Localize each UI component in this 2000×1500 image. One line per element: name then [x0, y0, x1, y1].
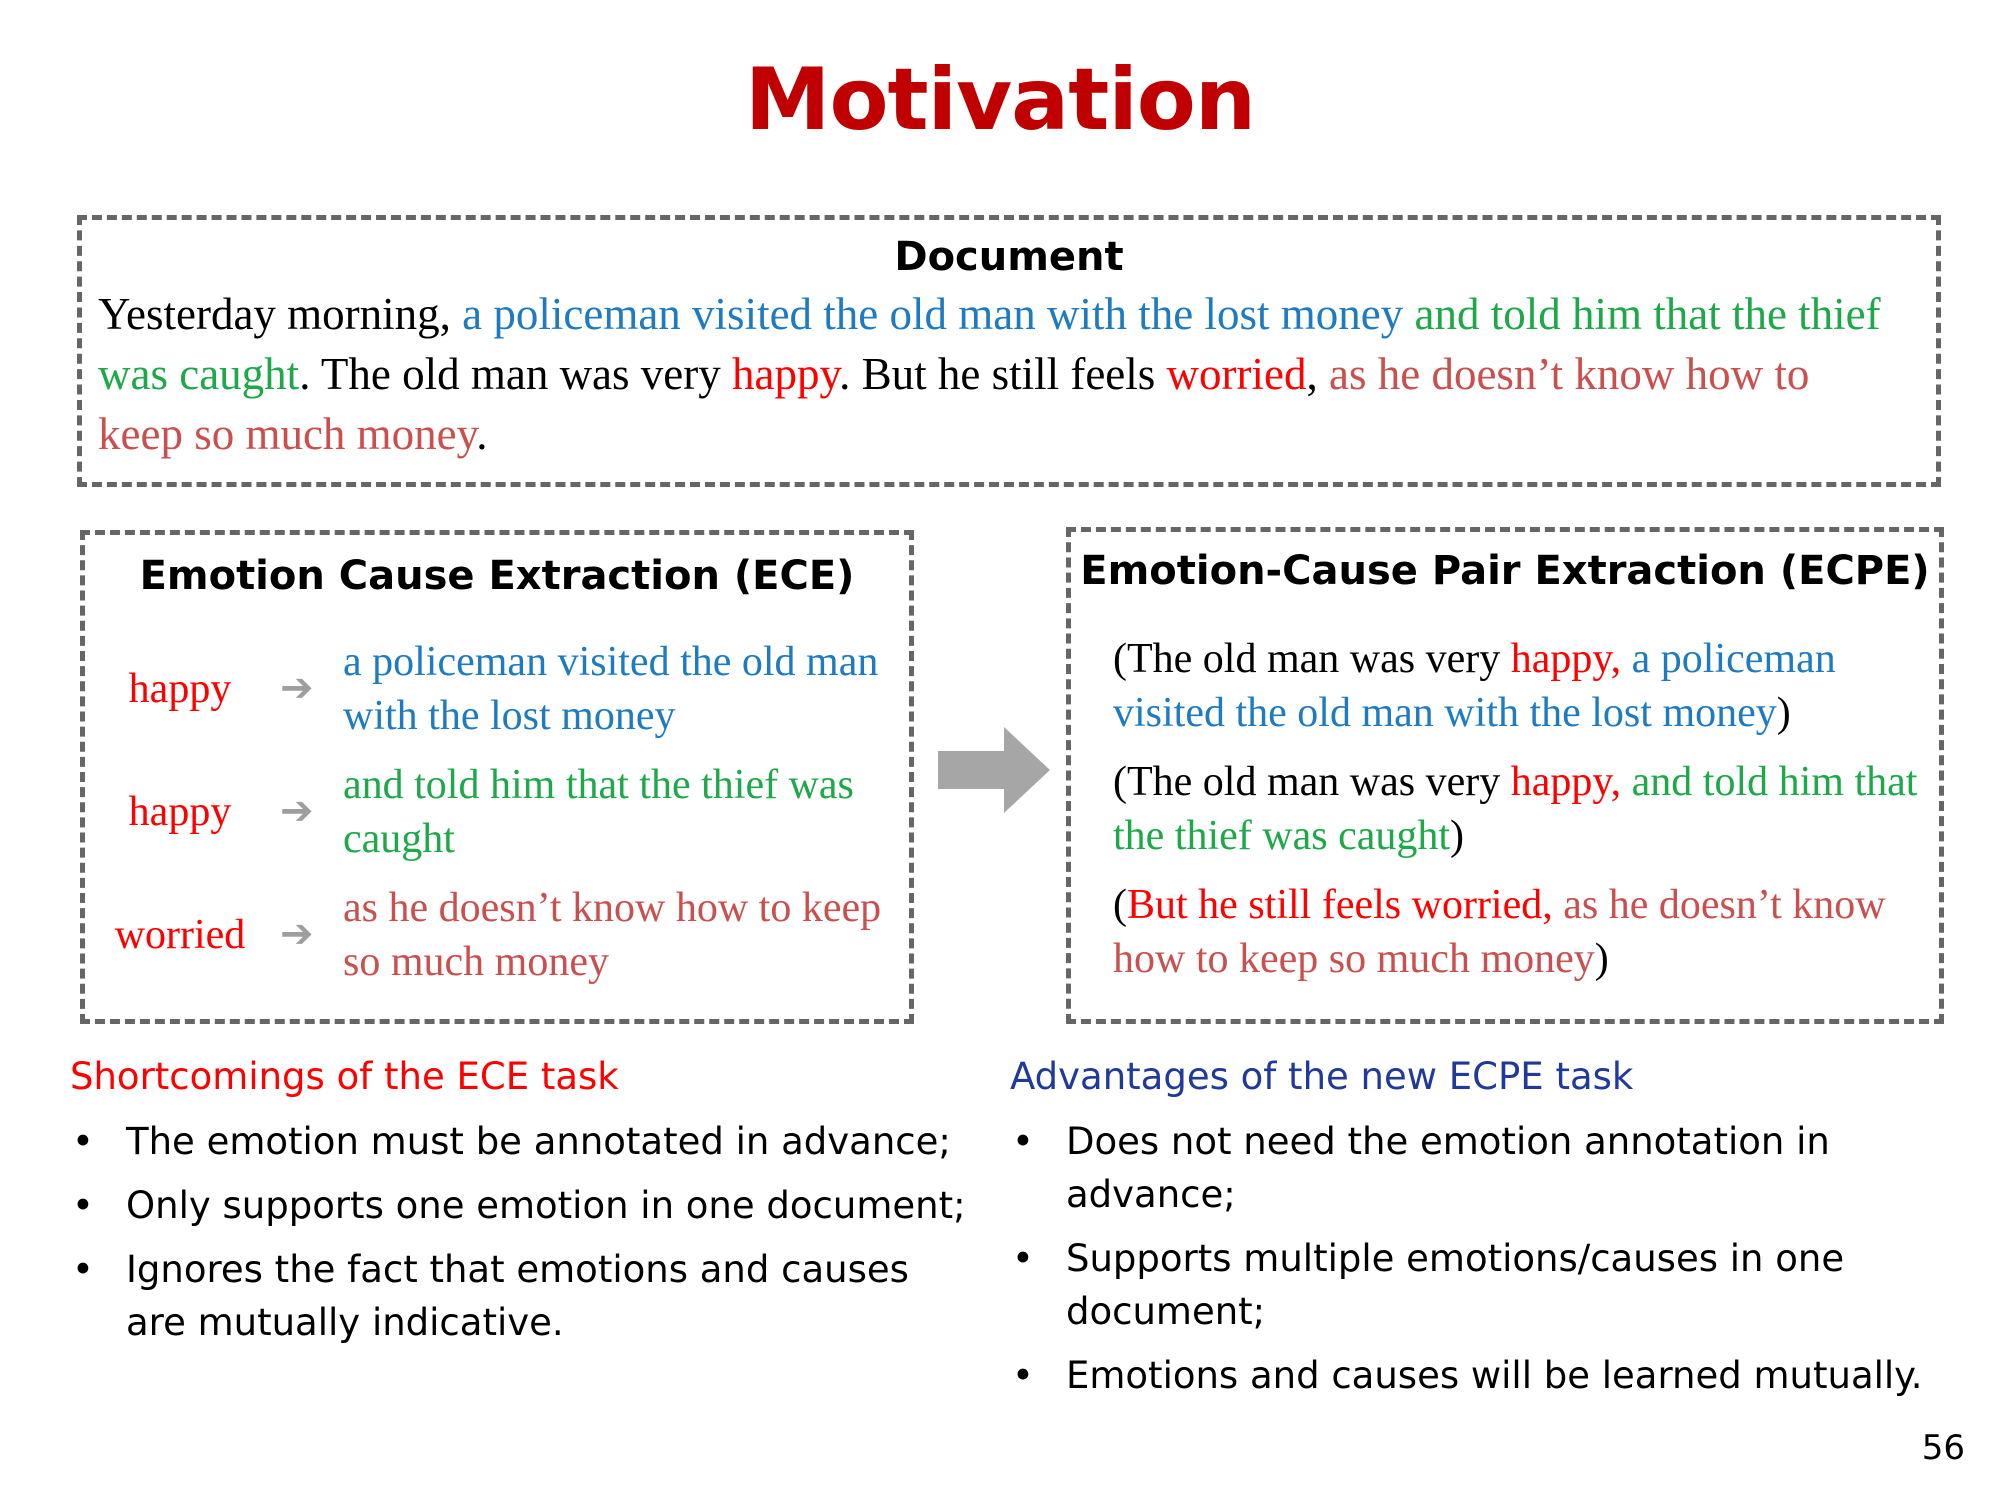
doc-segment: Yesterday morning, [98, 289, 463, 339]
list-item-text: The emotion must be annotated in advance; [126, 1120, 951, 1163]
pair-segment: ( [1113, 882, 1127, 928]
ecpe-pair [1113, 755, 1933, 863]
list-item [70, 1115, 970, 1168]
right-arrow-icon: ➔ [280, 665, 314, 711]
list-item-text: Does not need the emotion annotation in advance; [1066, 1120, 1830, 1216]
list-item [1010, 1115, 2000, 1221]
bullet-icon: • [72, 1248, 94, 1291]
pair-segment: ) [1450, 813, 1465, 859]
big-right-arrow-icon [938, 727, 1050, 813]
bullet-icon: • [72, 1120, 94, 1163]
bullet-icon: • [1012, 1120, 1034, 1163]
ecpe-box [1066, 527, 1944, 1024]
ece-box [80, 530, 914, 1024]
right-arrow-icon: ➔ [280, 788, 314, 834]
shortcomings-heading: Shortcomings of the ECE task [70, 1055, 619, 1098]
list-item-text: Supports multiple emotions/causes in one document; [1066, 1237, 1845, 1333]
shortcomings-list [70, 1115, 970, 1360]
ece-item [85, 758, 919, 868]
pair-segment: But he still feels worried, [1127, 882, 1564, 928]
doc-segment: happy [732, 349, 840, 399]
pair-segment: (The old man was very [1113, 759, 1511, 805]
list-item [1010, 1232, 2000, 1338]
ecpe-pair [1113, 632, 1933, 740]
doc-segment: and told him that the thief was caught [98, 289, 1881, 399]
ece-item [85, 635, 919, 745]
doc-segment: a policeman visited the old man with the lost money [462, 289, 1415, 339]
advantages-list [1010, 1115, 2000, 1413]
document-text [98, 284, 1896, 464]
list-item [1010, 1349, 2000, 1402]
document-heading: Document [894, 234, 1124, 280]
list-item [70, 1179, 970, 1232]
ece-item [85, 881, 919, 991]
ece-heading: Emotion Cause Extraction (ECE) [139, 553, 855, 599]
ece-cause-text: as he doesn’t know how to keep so much money [343, 885, 882, 985]
ece-emotion-label: worried [114, 912, 246, 958]
pair-segment: (The old man was very [1113, 636, 1511, 682]
pair-segment: happy, [1510, 759, 1632, 805]
pair-segment: as he doesn’t know how to keep so much money [1113, 882, 1886, 982]
pair-segment: a policeman visited the old man with the lost money [1113, 636, 1836, 736]
doc-segment: . [476, 409, 488, 459]
doc-segment: . The old man was very [299, 349, 733, 399]
document-box [77, 215, 1941, 487]
ece-cause-text: a policeman visited the old man with the lost money [343, 639, 879, 739]
ece-cause-text: and told him that the thief was caught [343, 762, 854, 862]
pair-segment: ) [1776, 690, 1791, 736]
advantages-heading: Advantages of the new ECPE task [1010, 1055, 1634, 1098]
pair-segment: happy, [1510, 636, 1632, 682]
bullet-icon: • [72, 1184, 94, 1227]
pair-segment: and told him that the thief was caught [1113, 759, 1918, 859]
list-item-text: Only supports one emotion in one document; [126, 1184, 966, 1227]
ece-emotion-label: happy [128, 666, 232, 712]
bullet-icon: • [1012, 1354, 1034, 1397]
doc-segment: , [1306, 349, 1329, 399]
doc-segment: as he doesn’t know how to keep so much money [98, 349, 1810, 459]
bullet-icon: • [1012, 1237, 1034, 1280]
doc-segment: . But he still feels [839, 349, 1167, 399]
slide-title: Motivation [744, 50, 1256, 150]
pair-segment: ) [1594, 936, 1609, 982]
list-item-text: Ignores the fact that emotions and causes are mutually indicative. [126, 1248, 909, 1344]
list-item [70, 1243, 970, 1349]
ecpe-pair [1113, 878, 1933, 986]
right-arrow-icon: ➔ [280, 911, 314, 957]
ecpe-heading: Emotion-Cause Pair Extraction (ECPE) [1080, 548, 1930, 594]
page-number: 56 [1921, 1428, 1965, 1468]
list-item-text: Emotions and causes will be learned mutually. [1066, 1354, 1923, 1397]
ece-emotion-label: happy [128, 789, 232, 835]
doc-segment: worried [1166, 349, 1307, 399]
